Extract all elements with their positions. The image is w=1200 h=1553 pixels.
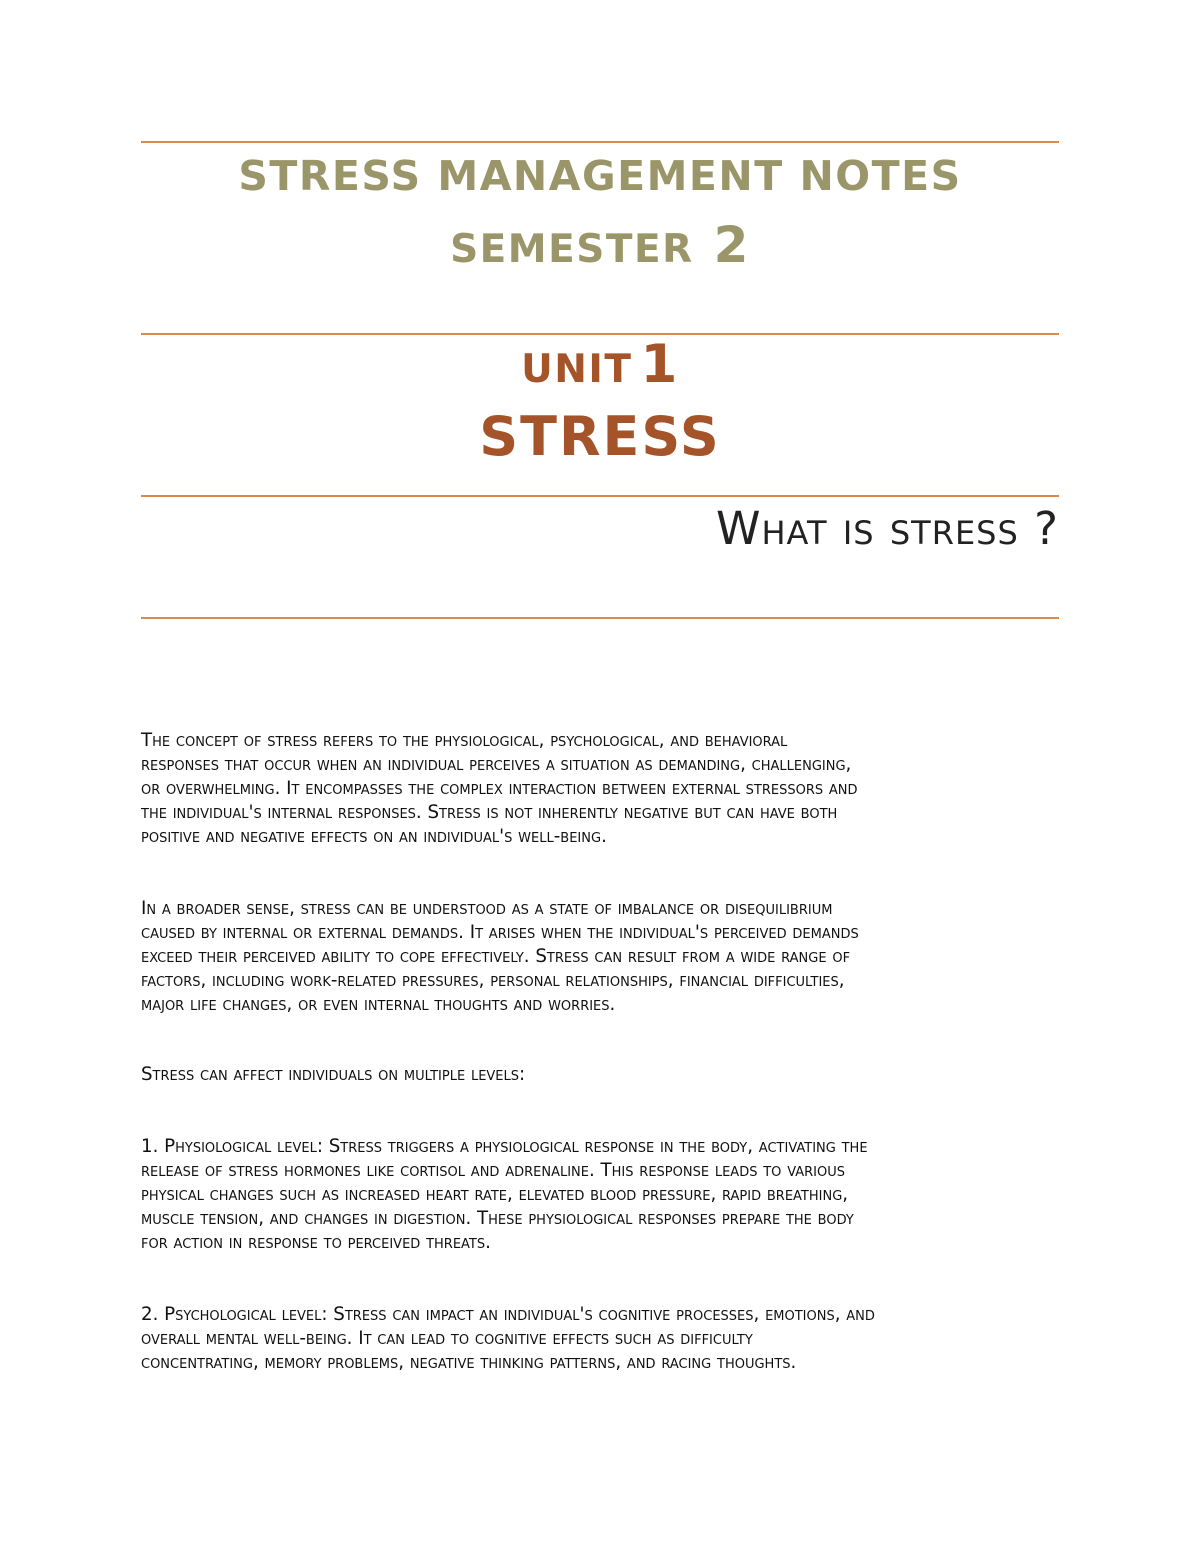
divider-after-heading bbox=[141, 617, 1059, 619]
top-divider bbox=[141, 141, 1059, 143]
paragraph-definition: The concept of stress refers to the physiological, psychological, and behavioral responses that occur when an individual perceives a situation as demanding, challenging, or overwhelming. It encompasses the complex interaction between external stressors and the individual's internal responses. Stress is not inherently negative but can have both positive and negative effects on an individual's well-being. bbox=[141, 730, 858, 847]
paragraph-physiological-level: 1. Physiological level: Stress triggers a physiological response in the body, activating the release of stress hormones like cortisol and adrenaline. This response leads to various physical changes such as increased heart rate, elevated blood pressure, rapid breathing, muscle tension, and changes in digestion. These physiological responses prepare the body for action in response to perceived threats. bbox=[141, 1136, 868, 1253]
semester-number: 2 bbox=[713, 216, 750, 274]
paragraph-broader-sense: In a broader sense, stress can be understood as a state of imbalance or disequilibrium caused by internal or external demands. It arises when the individual's perceived demands exceed their perceived ability to cope effectively. Stress can result from a wide range of factors, including work-related pressures, personal relationships, financial difficulties, major life changes, or even internal thoughts and worries. bbox=[141, 898, 859, 1015]
paragraph-psychological-level: 2. Psychological level: Stress can impact an individual's cognitive processes, emotions, and overall mental well-being. It can lead to cognitive effects such as difficulty concentrating, memory problems, negative thinking patterns, and racing thoughts. bbox=[141, 1304, 875, 1373]
unit-title: STRESS bbox=[479, 405, 721, 468]
semester-label: SEMESTER bbox=[450, 227, 694, 272]
document-title: STRESS MANAGEMENT NOTES bbox=[238, 152, 962, 200]
semester-line bbox=[0, 216, 1200, 274]
unit-line bbox=[0, 334, 1200, 395]
section-heading: What is stress ? bbox=[716, 502, 1059, 555]
divider-before-heading bbox=[141, 495, 1059, 497]
unit-label: UNIT bbox=[521, 347, 633, 392]
paragraph-levels-intro: Stress can affect individuals on multiple levels: bbox=[141, 1064, 526, 1085]
unit-number: 1 bbox=[640, 334, 679, 395]
